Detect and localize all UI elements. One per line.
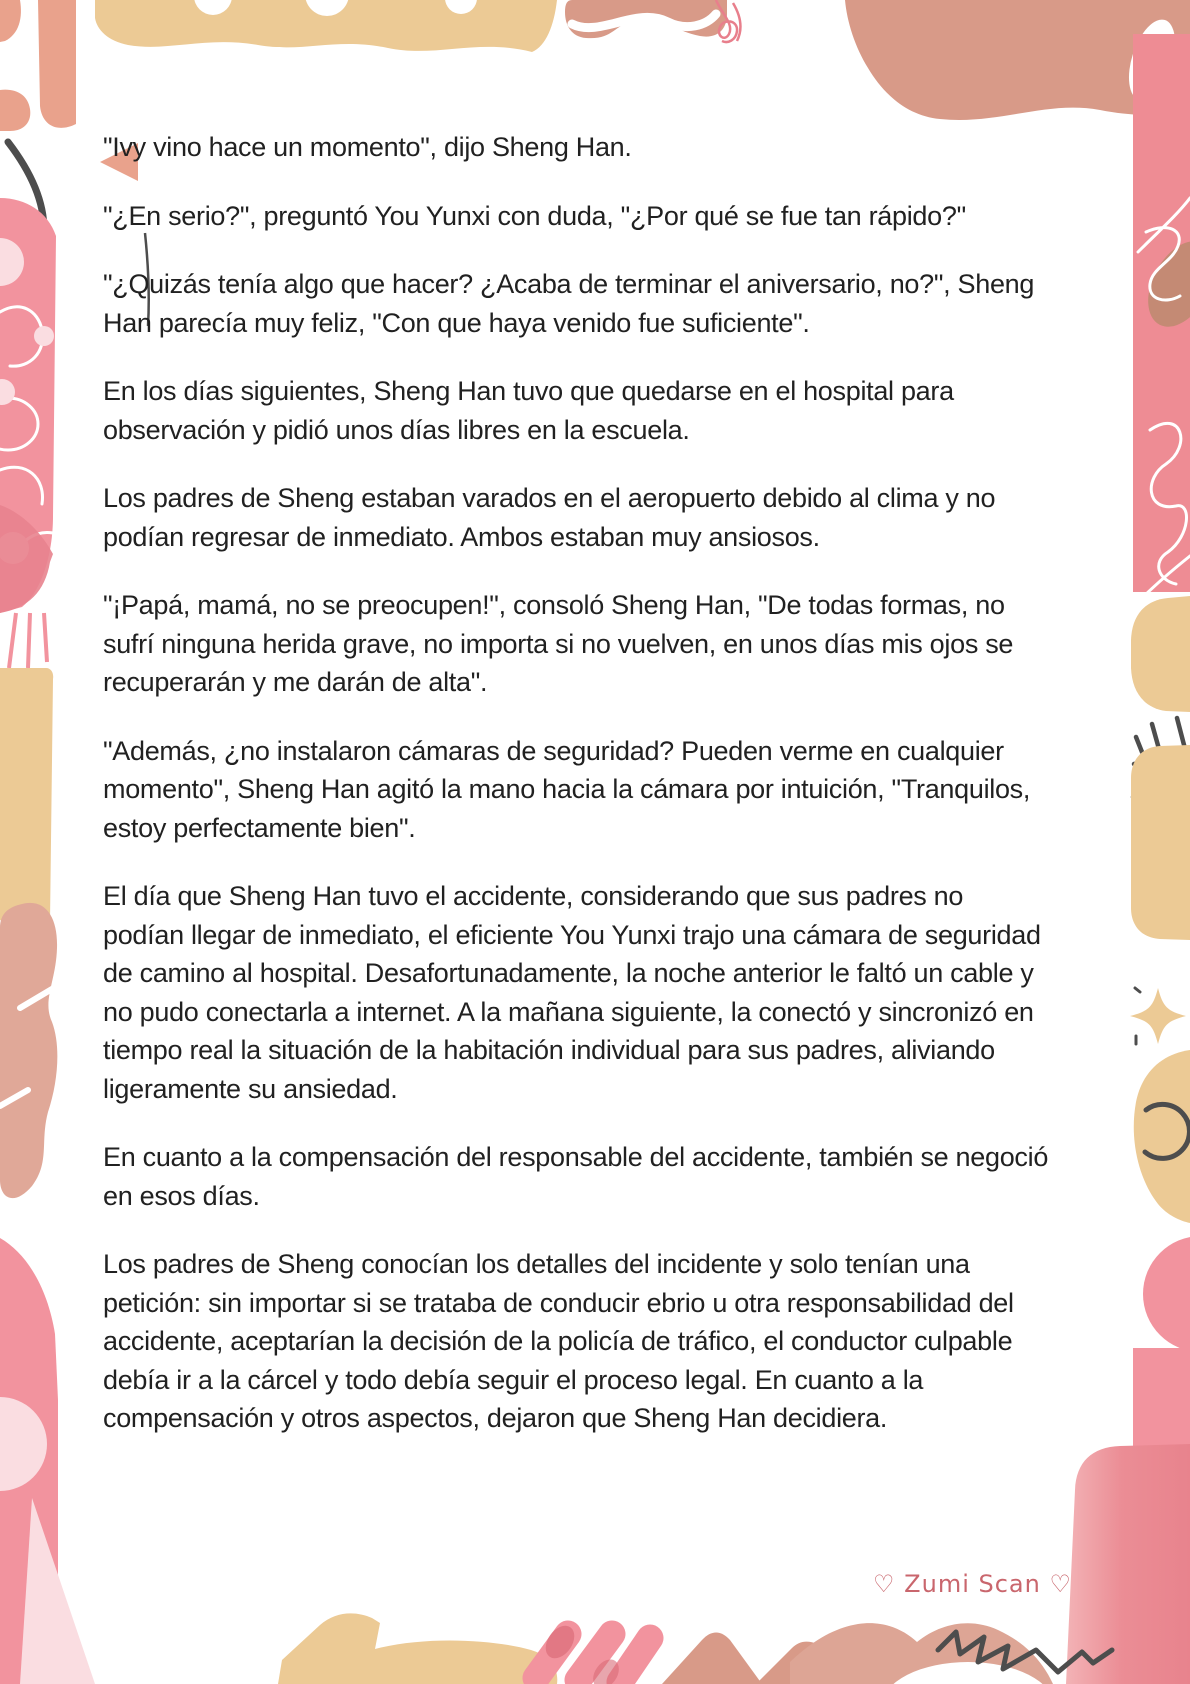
paragraph-5: Los padres de Sheng estaban varados en el aeropuerto debido al clima y no podían regresar de inmediato. Ambos estaban muy ansiosos. (103, 483, 996, 552)
bottom-border-decor (278, 1613, 1112, 1684)
paragraph-10: Los padres de Sheng conocían los detalles del incidente y solo tenían una petición: sin importar si se trataba de conducir ebrio u otra responsabilidad del accidente, aceptarían la decisión de la policía de tráfico, el conductor culpable debía ir a la cárcel y todo debía seguir el proceso legal. En cuanto a la compensación y otros aspectos, dejaron que Sheng Han decidiera. (103, 1249, 1014, 1433)
marker-scribble (536, 1620, 650, 1684)
sparkle-icon (1130, 988, 1186, 1044)
paragraph-3: "¿Quizás tenía algo que hacer? ¿Acaba de terminar el aniversario, no?", Sheng Han parecía muy feliz, "Con que haya venido fue suficiente". (103, 269, 1035, 338)
stems (9, 613, 47, 668)
paragraph-9: En cuanto a la compensación del responsable del accidente, también se negoció en esos días. (103, 1142, 1049, 1211)
paragraph-7: "Además, ¿no instalaron cámaras de seguridad? Pueden verme en cualquier momento", Sheng Han agitó la mano hacia la cámara por intuición, "Tranquilos, estoy perfectamente bien". (103, 735, 1031, 843)
paragraph-4: En los días siguientes, Sheng Han tuvo que quedarse en el hospital para observación y pidió unos días libres en la escuela. (103, 376, 954, 445)
watermark-zumi-scan: ♡ Zumi Scan ♡ (873, 1570, 1072, 1598)
paragraph-6: "¡Papá, mamá, no se preocupen!", consoló Sheng Han, "De todas formas, no sufrí ninguna herida grave, no importa si no vuelven, en unos días mis ojos se recuperarán y me darán de alta". (103, 590, 1014, 697)
paragraph-2: "¿En serio?", preguntó You Yunxi con duda, "¿Por qué se fue tan rápido?" (103, 200, 966, 231)
paragraph-1: "Ivy vino hace un momento", dijo Sheng Han. (103, 132, 632, 162)
page-content (103, 128, 1050, 1468)
top-border-decor (95, 0, 1190, 120)
paragraph-8: El día que Sheng Han tuvo el accidente, considerando que sus padres no podían llegar de inmediato, el eficiente You Yunxi trajo una cámara de seguridad de camino al hospital. Desafortunadamente, la noche anterior le faltó un cable y no pudo conectarla a internet. A la mañana siguiente, la conectó y sincronizó en tiempo real la situación de la habitación individual para sus padres, aliviando ligeramente su ansiedad. (103, 881, 1041, 1104)
right-border-decor (1066, 34, 1190, 1684)
